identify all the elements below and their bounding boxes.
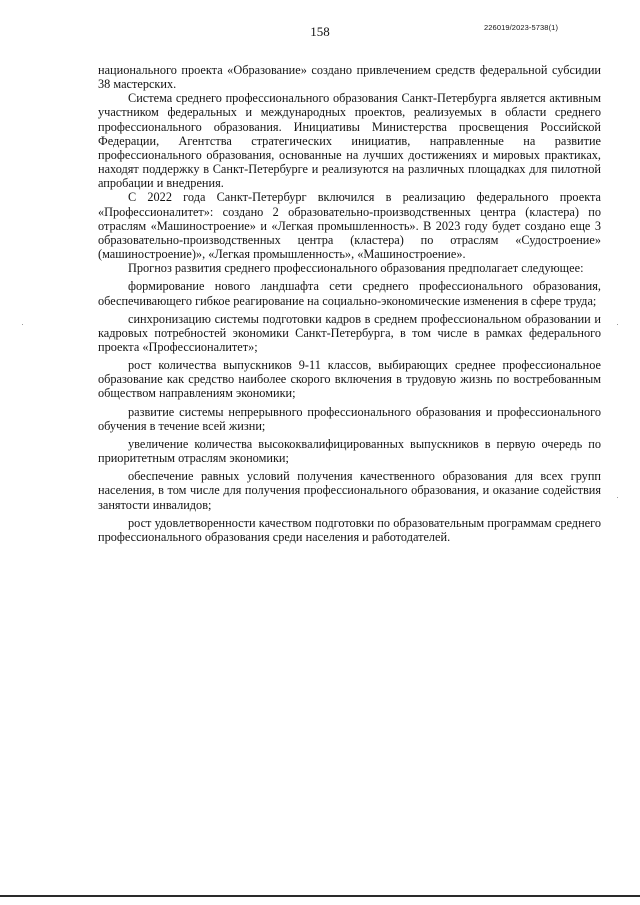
paragraph-professionalitet: С 2022 года Санкт-Петербург включился в реализацию федерального проекта «Профессионалитет»: создано 2 образовательно-производственных центра (кластера) по отраслям «Машиностроение» и «Легкая промышленность». В 2023 году будет создано еще 3 образовательно-производственных центра (кластера) по отраслям «Судостроение» (машиностроение)», «Легкая промышленность», «Машиностроение». — [98, 190, 601, 262]
paragraph-system-overview: Система среднего профессионального образования Санкт-Петербурга является активным участником федеральных и международных проектов, реализуемых в области среднего профессионального образования. Инициативы Министерства просвещения Российской Федерации, Агентства стратегических инициатив, направленные на развитие профессионального образования, основанные на лучших достижениях и мировых практиках, находят поддержку в Санкт-Петербурге и реализуются на различных площадках для пилотной апробации и внедрения. — [98, 91, 601, 191]
paragraph-forecast-intro: Прогноз развития среднего профессионального образования предполагает следующее: — [128, 261, 584, 276]
scan-speck — [617, 324, 618, 325]
document-id: 226019/2023-5738(1) — [484, 23, 559, 32]
scan-bottom-edge — [0, 895, 640, 897]
scan-speck — [617, 497, 618, 498]
list-item-qualified-graduates: увеличение количества высококвалифицированных выпускников в первую очередь по приоритетным отраслям экономики; — [98, 436, 601, 466]
document-body — [98, 63, 601, 544]
list-item-satisfaction: рост удовлетворенности качеством подготовки по образовательным программам среднего профессионального образования среди населения и работодателей. — [98, 515, 601, 544]
paragraph-intro-continuation: национального проекта «Образование» создано привлечением средств федеральной субсидии 38 мастерских. — [98, 63, 601, 92]
list-item-landscape: формирование нового ландшафта сети среднего профессионального образования, обеспечивающего гибкое реагирование на социально-экономические изменения в сфере труда; — [98, 279, 601, 308]
list-item-continuous-education: развитие системы непрерывного профессионального образования и профессионального обучения в течение всей жизни; — [98, 404, 601, 433]
list-item-synchronization: синхронизацию системы подготовки кадров в среднем профессиональном образовании и кадровых потребностей экономики Санкт-Петербурга, в том числе в рамках федерального проекта «Профессионалитет»; — [98, 311, 601, 354]
page-number: 158 — [310, 24, 330, 39]
list-item-graduates-growth: рост количества выпускников 9-11 классов, выбирающих среднее профессиональное образование как средство наиболее скорого включения в трудовую жизнь по востребованным обществом направлениям экономики; — [98, 358, 601, 401]
list-item-equal-conditions: обеспечение равных условий получения качественного образования для всех групп населения, в том числе для получения профессионального образования, и оказание содействия занятости инвалидов; — [98, 469, 601, 512]
scan-speck — [22, 324, 23, 325]
